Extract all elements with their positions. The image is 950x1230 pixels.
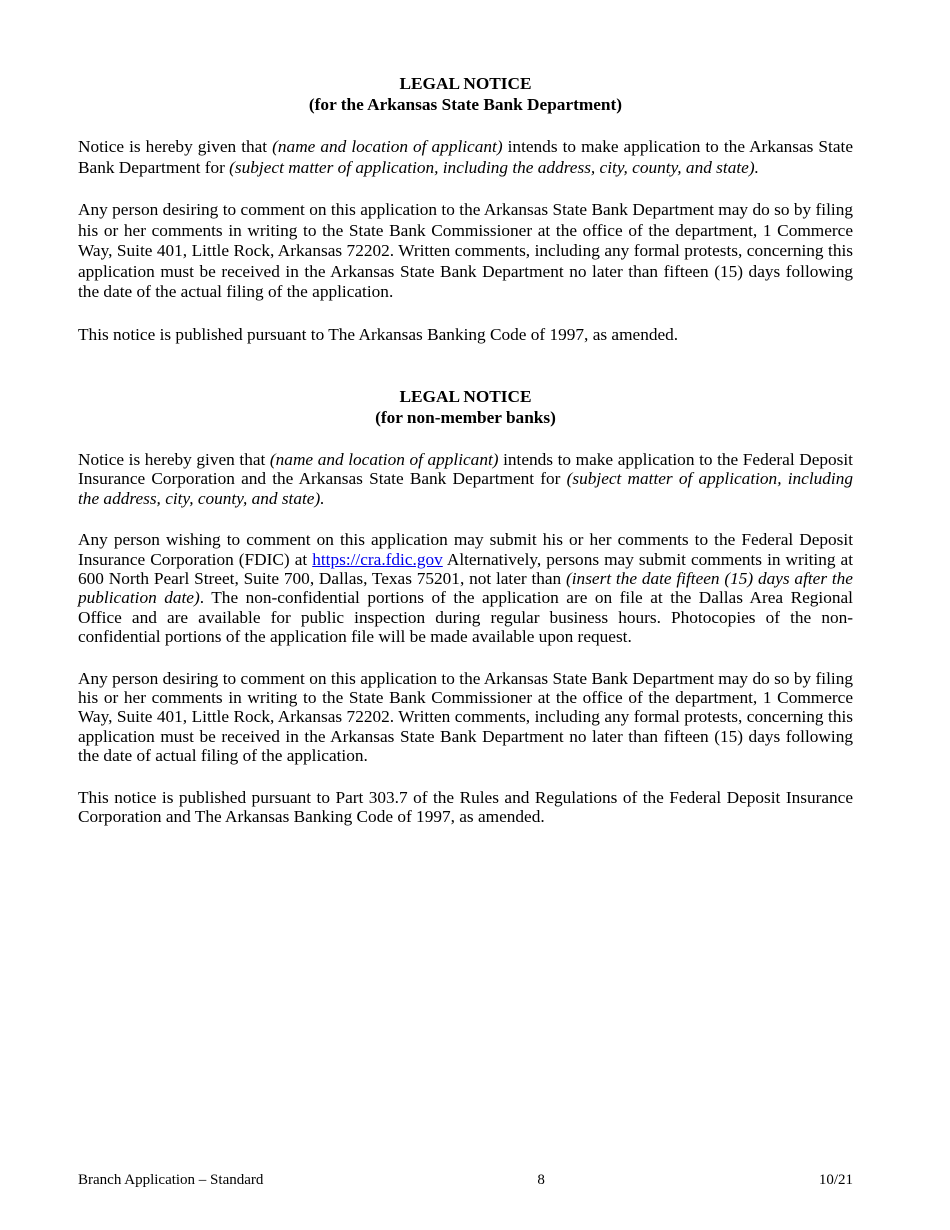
notice-title: LEGAL NOTICE <box>399 387 532 406</box>
fdic-link[interactable]: https://cra.fdic.gov <box>312 549 443 569</box>
placeholder-date: (insert the date fifteen (15) days after the publication date) <box>78 569 853 608</box>
comment-paragraph: Any person desiring to comment on this application to the Arkansas State Bank Department may do so by filing his or her comments in writing to the State Bank Commissioner at the office of the department, 1 Commerce Way, Suite 401, Little Rock, Arkansas 72202. Written comments, including any formal protests, concerning this application must be received in the Arkansas State Bank Department no later than fifteen (15) days following the date of actual filing of the application. <box>78 668 853 766</box>
placeholder-applicant: (name and location of applicant) <box>269 450 499 469</box>
text-run: Any person wishing to comment on this application may submit his or her comments to the Federal Deposit Insurance Corporation (FDIC) at <box>78 530 853 569</box>
text-run: . <box>754 157 759 177</box>
notice-subtitle: (for the Arkansas State Bank Department) <box>308 94 623 114</box>
notice-subtitle: (for non-member banks) <box>375 407 556 427</box>
text-run: intends to make application to the Arkansas State Bank Department for <box>78 137 853 177</box>
footer-document-title: Branch Application – Standard <box>78 1172 264 1188</box>
notice-paragraph <box>78 137 853 178</box>
text-run: intends to make application to the Federal Deposit Insurance Corporation and the Arkansas State Bank Department for <box>78 450 853 489</box>
placeholder-applicant: (name and location of applicant) <box>272 137 503 156</box>
text-run: . <box>320 488 325 508</box>
notice-title: LEGAL NOTICE <box>399 74 532 93</box>
text-run: Notice is hereby given that <box>78 137 273 156</box>
document-body <box>78 74 853 827</box>
comment-paragraph: Any person desiring to comment on this application to the Arkansas State Bank Department may do so by filing his or her comments in writing to the State Bank Commissioner at the office of the department, 1 Commerce Way, Suite 401, Little Rock, Arkansas 72202. Written comments, including any formal protests, concerning this application must be received in the Arkansas State Bank Department no later than fifteen (15) days following the date of the actual filing of the application. <box>78 200 853 301</box>
legal-notice-bank-department <box>78 74 853 115</box>
fdic-comment-paragraph <box>78 530 853 646</box>
text-run: Notice is hereby given that <box>78 450 270 469</box>
page-number: 8 <box>537 1172 545 1188</box>
placeholder-subject: (subject matter of application, including the address, city, county, and state) <box>229 157 755 177</box>
footer-revision-date: 10/21 <box>818 1172 853 1188</box>
text-run: Alternatively, persons may submit comments in writing at 600 North Pearl Street, Suite 700, Dallas, Texas 75201, not later than <box>78 549 853 589</box>
legal-notice-non-member-banks <box>78 387 853 428</box>
page-footer <box>78 1172 853 1189</box>
publication-paragraph: This notice is published pursuant to The Arkansas Banking Code of 1997, as amended. <box>78 324 679 344</box>
publication-paragraph: This notice is published pursuant to Part 303.7 of the Rules and Regulations of the Federal Deposit Insurance Corporation and The Arkansas Banking Code of 1997, as amended. <box>78 787 853 827</box>
text-run: . The non-confidential portions of the application are on file at the Dallas Area Regional Office and are available for public inspection during regular business hours. Photocopies of the non-confidential portions of the application file will be made available upon request. <box>78 588 853 647</box>
placeholder-subject: (subject matter of application, including the address, city, county, and state) <box>78 469 853 508</box>
notice-paragraph <box>78 450 853 508</box>
